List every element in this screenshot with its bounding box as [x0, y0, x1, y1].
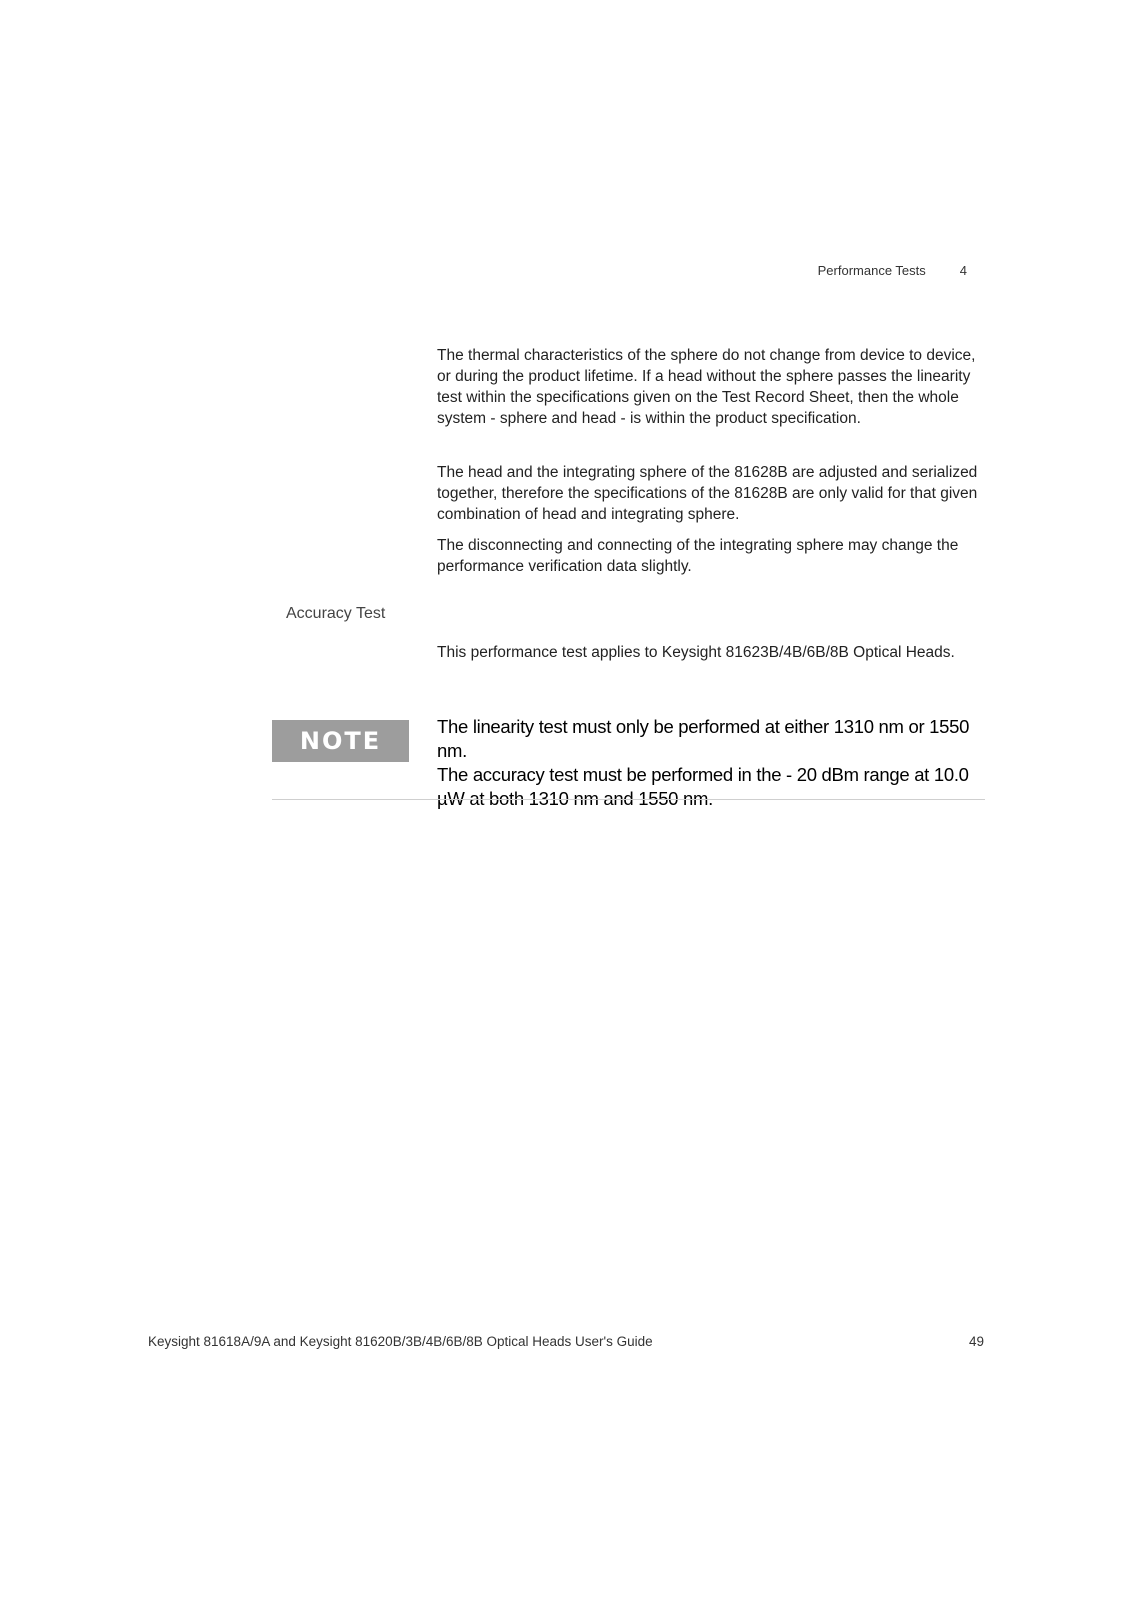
paragraph-disconnecting-sphere: The disconnecting and connecting of the integrating sphere may change the performance verification data slightly. [437, 537, 959, 575]
paragraph-accuracy-test-applies: This performance test applies to Keysight 81623B/4B/6B/8B Optical Heads. [437, 644, 955, 661]
running-header [818, 263, 967, 278]
paragraph-head-sphere-adjusted: The head and the integrating sphere of the 81628B are adjusted and serialized together, therefore the specifications of the 81628B are only valid for that given combination of head and integrating sphere. [437, 464, 978, 523]
footer-page-number: 49 [968, 1334, 984, 1349]
note-divider [272, 799, 985, 800]
note-badge: NOTE [272, 720, 409, 762]
note-line-accuracy: The accuracy test must be performed in the - 20 dBm range at 10.0 µW at both 1310 nm and 1550 nm. [437, 764, 969, 809]
header-section-title: Performance Tests [817, 263, 926, 278]
note-line-linearity: The linearity test must only be performed at either 1310 nm or 1550 nm. [437, 716, 970, 761]
paragraph-thermal-characteristics: The thermal characteristics of the sphere do not change from device to device, or during the product lifetime. If a head without the sphere passes the linearity test within the specifications given on the Test Record Sheet, then the whole system - sphere and head - is within the product specification. [437, 347, 976, 427]
footer-document-title: Keysight 81618A/9A and Keysight 81620B/3B/4B/6B/8B Optical Heads User's Guide [148, 1334, 653, 1349]
header-chapter-number: 4 [959, 263, 967, 278]
section-heading-accuracy-test: Accuracy Test [286, 605, 386, 622]
note-text [437, 715, 997, 811]
